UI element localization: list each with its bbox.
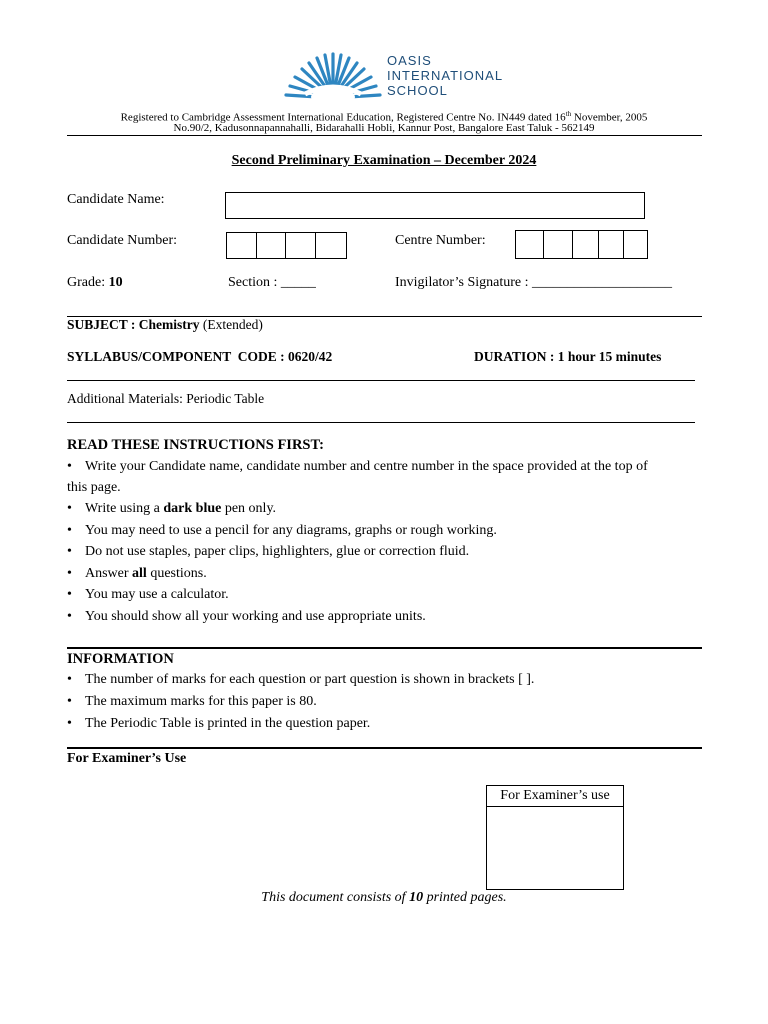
examiner-heading: For Examiner’s Use [67, 751, 187, 766]
header-divider [67, 135, 702, 136]
centre-number-field[interactable] [515, 230, 648, 259]
page-count-note: This document consists of 10 printed pages. [261, 890, 507, 905]
section-field[interactable]: Section : _____ [228, 275, 316, 290]
invigilator-signature[interactable]: Invigilator’s Signature : ____________________ [395, 275, 672, 290]
grade: Grade: 10 [67, 275, 123, 290]
syllabus-code: SYLLABUS/COMPONENT CODE : 0620/42 [67, 349, 333, 364]
school-logo [283, 50, 383, 102]
information-item: • The maximum marks for this paper is 80. [67, 694, 317, 709]
candidate-name-label: Candidate Name: [67, 192, 165, 207]
digit-cell[interactable] [543, 231, 573, 258]
registration-line: Registered to Cambridge Assessment International Education, Registered Centre No. IN449 dated 16th November, 2005 [120, 110, 648, 124]
candidate-name-field[interactable] [225, 192, 645, 219]
school-name-line2: INTERNATIONAL [387, 68, 504, 83]
instruction-item: • You should show all your working and use appropriate units. [67, 609, 426, 624]
instruction-item: • You may need to use a pencil for any diagrams, graphs or rough working. [67, 523, 497, 538]
exam-title: Second Preliminary Examination – December 2024 [231, 153, 537, 168]
school-name [387, 53, 503, 98]
instruction-item: • Do not use staples, paper clips, highlighters, glue or correction fluid. [67, 544, 470, 559]
school-name-line1: OASIS [387, 53, 432, 68]
candidate-number-field[interactable] [226, 232, 347, 259]
subject-line: SUBJECT : Chemistry (Extended) [67, 317, 263, 332]
instruction-item: • Write using a dark blue pen only. [67, 501, 277, 516]
digit-cell[interactable] [598, 231, 624, 258]
centre-number-label: Centre Number: [395, 233, 486, 248]
examiner-box [486, 785, 624, 890]
digit-cell[interactable] [256, 233, 286, 258]
information-item: • The Periodic Table is printed in the question paper. [67, 716, 371, 731]
address-line: No.90/2, Kadusonnapannahalli, Bidarahalli Hobli, Kannur Post, Bangalore East Taluk - 562149 [173, 122, 595, 134]
examiner-box-label: For Examiner’s use [487, 786, 623, 807]
digit-cell[interactable] [227, 233, 257, 258]
instructions-heading: READ THESE INSTRUCTIONS FIRST: [67, 437, 324, 453]
examiner-divider [67, 747, 702, 749]
information-item: • The number of marks for each question or part question is shown in brackets [ ]. [67, 672, 535, 687]
digit-cell[interactable] [285, 233, 316, 258]
candidate-number-label: Candidate Number: [67, 233, 178, 248]
materials-rule-bottom [67, 422, 695, 423]
digit-cell[interactable] [516, 231, 544, 258]
sunburst-logo-icon [283, 50, 383, 102]
additional-materials: Additional Materials: Periodic Table [67, 391, 265, 406]
information-divider [67, 647, 702, 649]
digit-cell[interactable] [572, 231, 599, 258]
instruction-item: • Write your Candidate name, candidate number and centre number in the space provided at the top of [67, 459, 648, 474]
materials-rule-top [67, 380, 695, 381]
school-name-line3: SCHOOL [387, 83, 448, 98]
instruction-item: • Answer all questions. [67, 566, 207, 581]
instruction-item-continued: this page. [67, 480, 121, 495]
digit-cell[interactable] [315, 233, 345, 258]
instruction-item: • You may use a calculator. [67, 587, 229, 602]
information-heading: INFORMATION [67, 651, 174, 667]
duration: DURATION : 1 hour 15 minutes [474, 349, 662, 364]
